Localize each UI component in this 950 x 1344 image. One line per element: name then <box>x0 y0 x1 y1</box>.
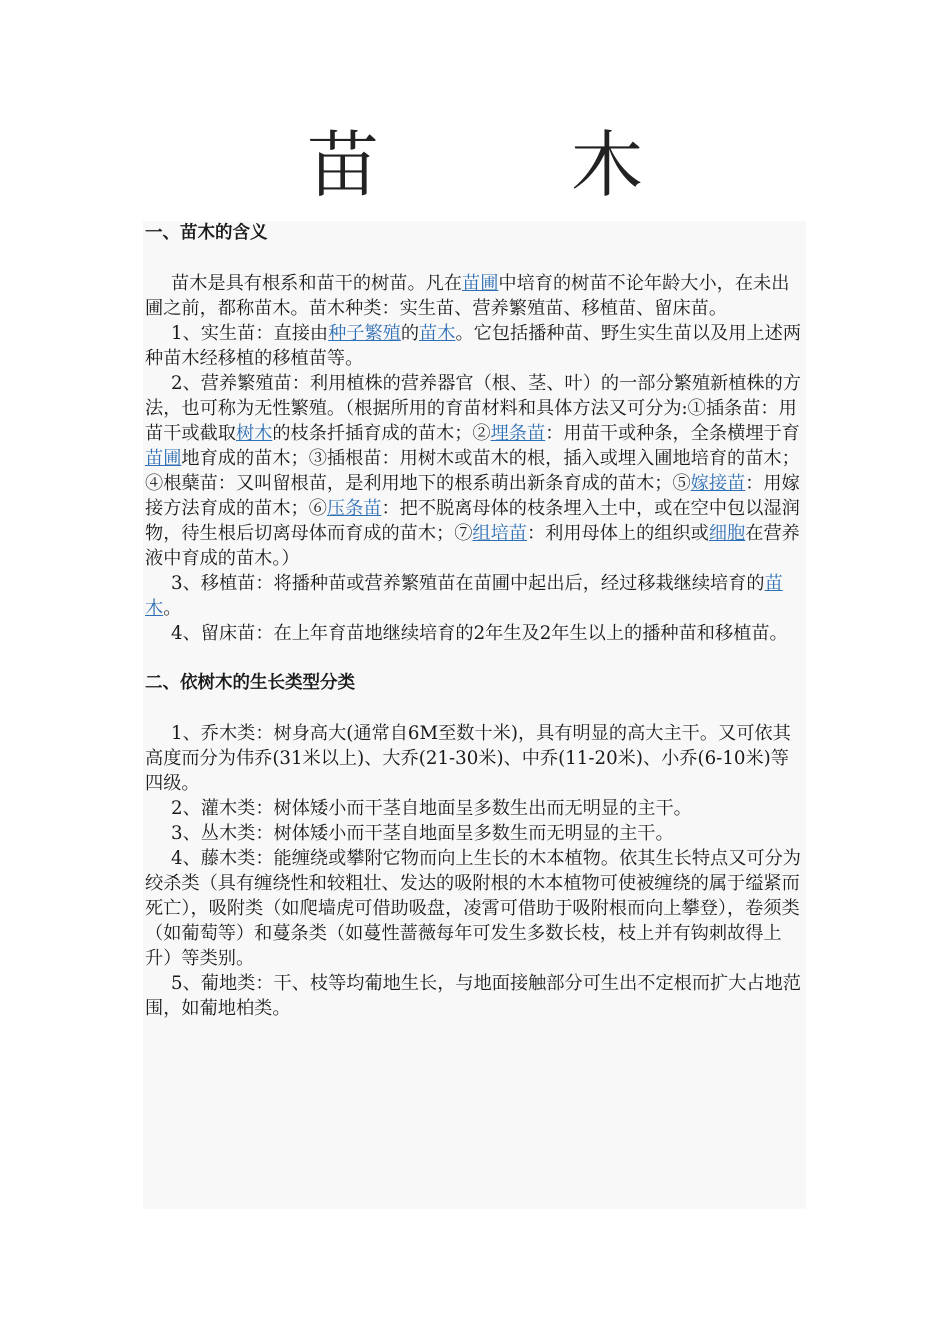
paragraph-retained: 4、留床苗：在上年育苗地继续培育的2年生及2年生以上的播种苗和移植苗。 <box>171 623 788 644</box>
link-trees[interactable]: 树木 <box>235 423 273 444</box>
link-nursery-stock[interactable]: 苗木 <box>419 323 456 344</box>
text-run: 在营养液中育成的苗木。） <box>145 523 800 569</box>
paragraph-creeping: 5、葡地类：干、枝等均葡地生长，与地面接触部分可生出不定根而扩大占地范围，如葡地柏类。 <box>145 973 801 1019</box>
text-run: 。 <box>163 598 182 619</box>
paragraph-intro <box>145 271 807 321</box>
text-run: 1、实生苗：直接由 <box>171 323 329 344</box>
link-layering[interactable]: 压条苗 <box>326 498 382 519</box>
spacer <box>145 646 807 671</box>
link-tissue-culture[interactable]: 组培苗 <box>472 523 527 544</box>
paragraph-shrub: 2、灌木类：树体矮小而干茎自地面呈多数生出而无明显的主干。 <box>171 798 692 819</box>
paragraph-vine: 4、藤木类：能缠绕或攀附它物而向上生长的木本植物。依其生长特点又可分为绞杀类（具有缠绕性和较粗壮、发达的吸附根的木本植物可使被缠绕的属于缢紧而死亡），吸附类（如爬墙虎可借助吸盘，凌霄可借助于吸附根而向上攀登），卷须类（如葡萄等）和蔓条类（如蔓性蔷薇每年可发生多数长枝，枝上并有钩刺故得上升）等类别。 <box>145 848 801 969</box>
document-body <box>145 221 807 1021</box>
text-run: 2、营养繁殖苗：利用植株的营养器官（根、茎、叶）的一部分繁殖新植株的方法，也可称为无性繁殖。（根据所用的育苗材料和具体方法又可分为:①插条苗：用苗干或截取 <box>145 373 801 444</box>
paragraph-seedling <box>145 321 807 371</box>
text-run: 的枝条扦插育成的苗木；② <box>272 423 491 444</box>
page-title: 苗 木 <box>306 123 703 207</box>
link-cell[interactable]: 细胞 <box>708 523 746 544</box>
text-run: 。它包括播种苗、野生实生苗以及用上述两种苗木经移植的移植苗等。 <box>145 323 802 369</box>
section-heading-meaning: 一、苗木的含义 <box>145 223 268 243</box>
link-nursery[interactable]: 苗圃 <box>462 273 499 294</box>
link-nursery-stock-2[interactable]: 苗木 <box>145 573 783 619</box>
paragraph-transplant <box>145 571 807 621</box>
text-run: 苗木是具有根系和苗干的树苗。凡在 <box>171 273 463 294</box>
section-heading-growth-type: 二、依树木的生长类型分类 <box>145 673 355 693</box>
text-run: ：用苗干或种条，全条横埋于育 <box>545 423 800 444</box>
text-run: ：利用母体上的组织或 <box>526 523 709 544</box>
text-run: ：把不脱离母体的枝条埋入土中，或在空中包以湿润物，待生根后切离母体而育成的苗木；⑦ <box>145 498 800 544</box>
paragraph-arbor: 1、乔木类：树身高大(通常自6M至数十米)，具有明显的高大主干。又可依其高度而分为伟乔(31米以上)、大乔(21-30米)、中乔(11-20米)、小乔(6-10米)等四级。 <box>145 723 791 794</box>
link-seed-propagation[interactable]: 种子繁殖 <box>328 323 401 344</box>
link-nursery-2[interactable]: 苗圃 <box>145 448 182 469</box>
text-run: 的 <box>400 323 420 344</box>
link-grafted[interactable]: 嫁接苗 <box>690 473 746 494</box>
link-buried-cutting[interactable]: 埋条苗 <box>490 423 546 444</box>
text-run: ：用嫁接方法育成的苗木；⑥ <box>145 473 800 519</box>
text-run: 地育成的苗木；③插根苗：用树木或苗木的根，插入或埋入圃地培育的苗木；④根蘖苗：又叫留根苗，是利用地下的根系萌出新条育成的苗木；⑤ <box>145 448 800 494</box>
paragraph-vegetative <box>145 371 807 571</box>
spacer <box>145 696 807 721</box>
paragraph-clump: 3、丛木类：树体矮小而干茎自地面呈多数生而无明显的主干。 <box>171 823 674 844</box>
text-run: 3、移植苗：将播种苗或营养繁殖苗在苗圃中起出后，经过移栽继续培育的 <box>171 573 765 594</box>
spacer <box>145 246 807 271</box>
text-run: 中培育的树苗不论年龄大小，在未出圃之前，都称苗木。苗木种类：实生苗、营养繁殖苗、移植苗、留床苗。 <box>145 273 790 319</box>
